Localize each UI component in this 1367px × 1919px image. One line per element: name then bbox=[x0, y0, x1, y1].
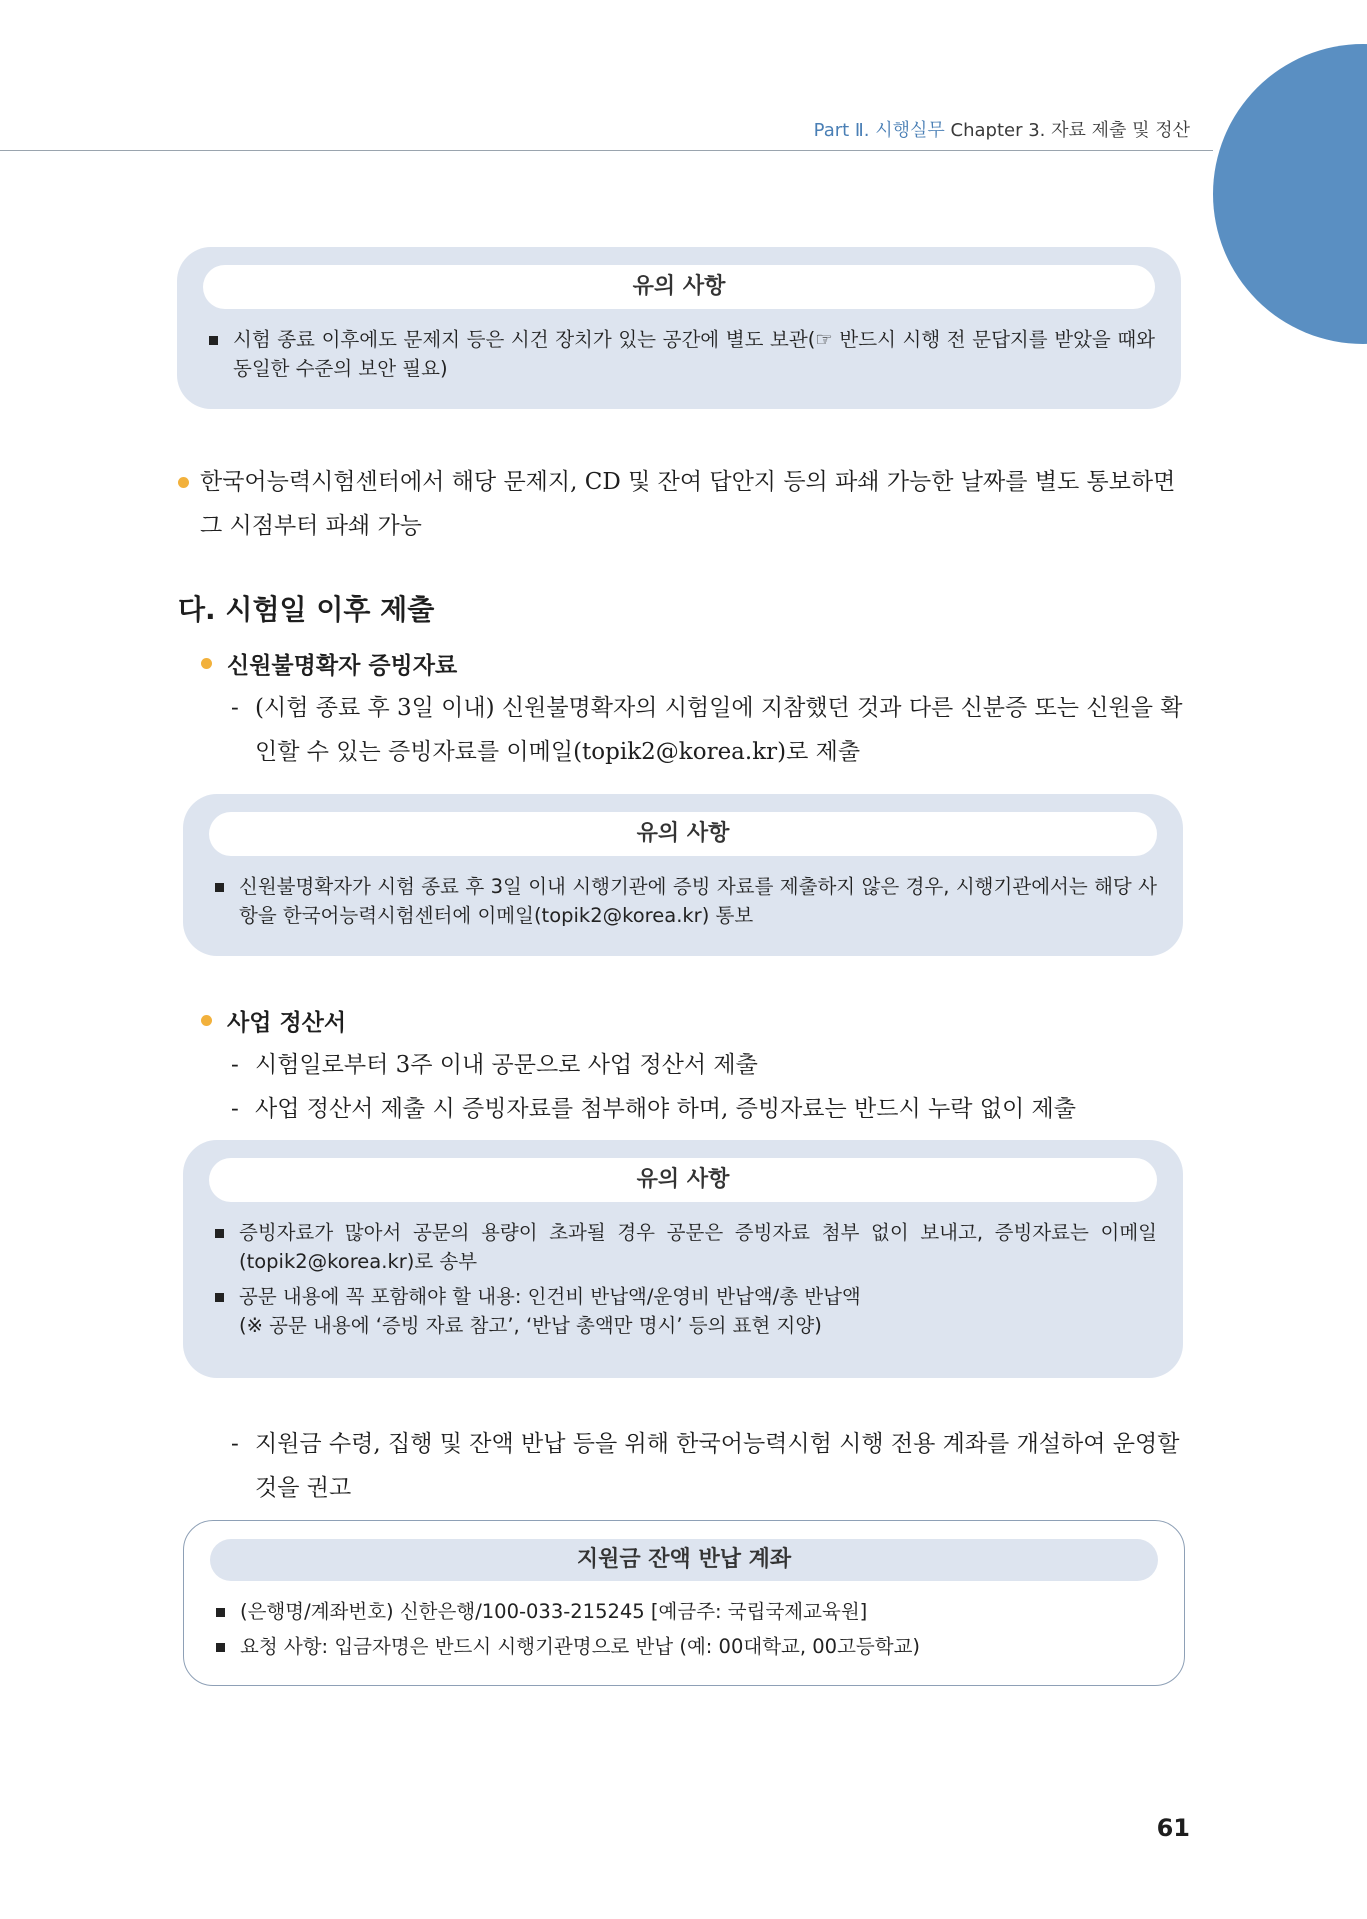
notice-item: 증빙자료가 많아서 공문의 용량이 초과될 경우 공문은 증빙자료 첨부 없이 보내고, 증빙자료는 이메일(topik2@korea.kr)로 송부 bbox=[209, 1218, 1157, 1276]
subheading-settlement bbox=[227, 1004, 346, 1037]
notice-box-1 bbox=[177, 247, 1181, 409]
paragraph-shredding bbox=[200, 460, 1190, 548]
paragraph-text: 한국어능력시험센터에서 해당 문제지, CD 및 잔여 답안지 등의 파쇄 가능한 날짜를 별도 통보하면 그 시점부터 파쇄 가능 bbox=[200, 469, 1176, 539]
account-item: 요청 사항: 입금자명은 반드시 시행기관명으로 반납 (예: 00대학교, 00고등학교) bbox=[210, 1632, 1158, 1661]
subheading-text: 사업 정산서 bbox=[227, 1009, 347, 1036]
notice-box-3 bbox=[183, 1140, 1183, 1378]
bullet-dot bbox=[178, 477, 189, 488]
notice-title: 유의 사항 bbox=[209, 812, 1157, 856]
bullet-dot bbox=[201, 1015, 212, 1026]
dash-item: - 시험일로부터 3주 이내 공문으로 사업 정산서 제출 bbox=[231, 1052, 758, 1078]
header-rule bbox=[0, 150, 1213, 151]
notice-box-2 bbox=[183, 794, 1183, 956]
dash-item-text: 시험일로부터 3주 이내 공문으로 사업 정산서 제출 bbox=[255, 1052, 758, 1078]
account-box bbox=[183, 1520, 1185, 1686]
bullet-dot bbox=[201, 658, 212, 669]
dash-item-account: - 지원금 수령, 집행 및 잔액 반납 등을 위해 한국어능력시험 시행 전용 계좌를 개설하여 운영할 것을 권고 bbox=[231, 1431, 1180, 1501]
dash-item-text: 지원금 수령, 집행 및 잔액 반납 등을 위해 한국어능력시험 시행 전용 계좌를 개설하여 운영할 것을 권고 bbox=[255, 1431, 1180, 1501]
account-item: (은행명/계좌번호) 신한은행/100-033-215245 [예금주: 국립국제교육원] bbox=[210, 1597, 1158, 1626]
section-heading: 다. 시험일 이후 제출 bbox=[178, 593, 435, 626]
header-chapter: Chapter 3. 자료 제출 및 정산 bbox=[950, 120, 1190, 141]
notice-title: 유의 사항 bbox=[209, 1158, 1157, 1202]
running-header bbox=[814, 116, 1190, 142]
notice-item: 시험 종료 이후에도 문제지 등은 시건 장치가 있는 공간에 별도 보관(☞ 반드시 시행 전 문답지를 받았을 때와 동일한 수준의 보안 필요) bbox=[203, 325, 1155, 383]
dash-item-text: (시험 종료 후 3일 이내) 신원불명확자의 시험일에 지참했던 것과 다른 신분증 또는 신원을 확인할 수 있는 증빙자료를 이메일(topik2@korea.kr)로 제출 bbox=[255, 695, 1183, 765]
header-part: Part Ⅱ. 시행실무 bbox=[813, 120, 945, 141]
dash-item: - (시험 종료 후 3일 이내) 신원불명확자의 시험일에 지참했던 것과 다른 신분증 또는 신원을 확인할 수 있는 증빙자료를 이메일(topik2@korea.kr)로 제출 bbox=[231, 695, 1183, 765]
subheading-text: 신원불명확자 증빙자료 bbox=[227, 652, 458, 679]
notice-item: 신원불명확자가 시험 종료 후 3일 이내 시행기관에 증빙 자료를 제출하지 않은 경우, 시행기관에서는 해당 사항을 한국어능력시험센터에 이메일(topik2@korea.kr) 통보 bbox=[209, 872, 1157, 930]
notice-title: 유의 사항 bbox=[203, 265, 1155, 309]
page-number: 61 bbox=[1156, 1814, 1190, 1842]
account-title: 지원금 잔액 반납 계좌 bbox=[210, 1539, 1158, 1581]
notice-item: 공문 내용에 꼭 포함해야 할 내용: 인건비 반납액/운영비 반납액/총 반납액 bbox=[209, 1282, 1157, 1311]
subheading-evidence bbox=[227, 647, 457, 680]
corner-decoration bbox=[1213, 44, 1367, 344]
dash-item: - 사업 정산서 제출 시 증빙자료를 첨부해야 하며, 증빙자료는 반드시 누락 없이 제출 bbox=[231, 1096, 1076, 1122]
notice-subnote: (※ 공문 내용에 ‘증빙 자료 참고’, ‘반납 총액만 명시’ 등의 표현 지양) bbox=[239, 1314, 822, 1337]
dash-item-text: 사업 정산서 제출 시 증빙자료를 첨부해야 하며, 증빙자료는 반드시 누락 없이 제출 bbox=[255, 1096, 1076, 1122]
